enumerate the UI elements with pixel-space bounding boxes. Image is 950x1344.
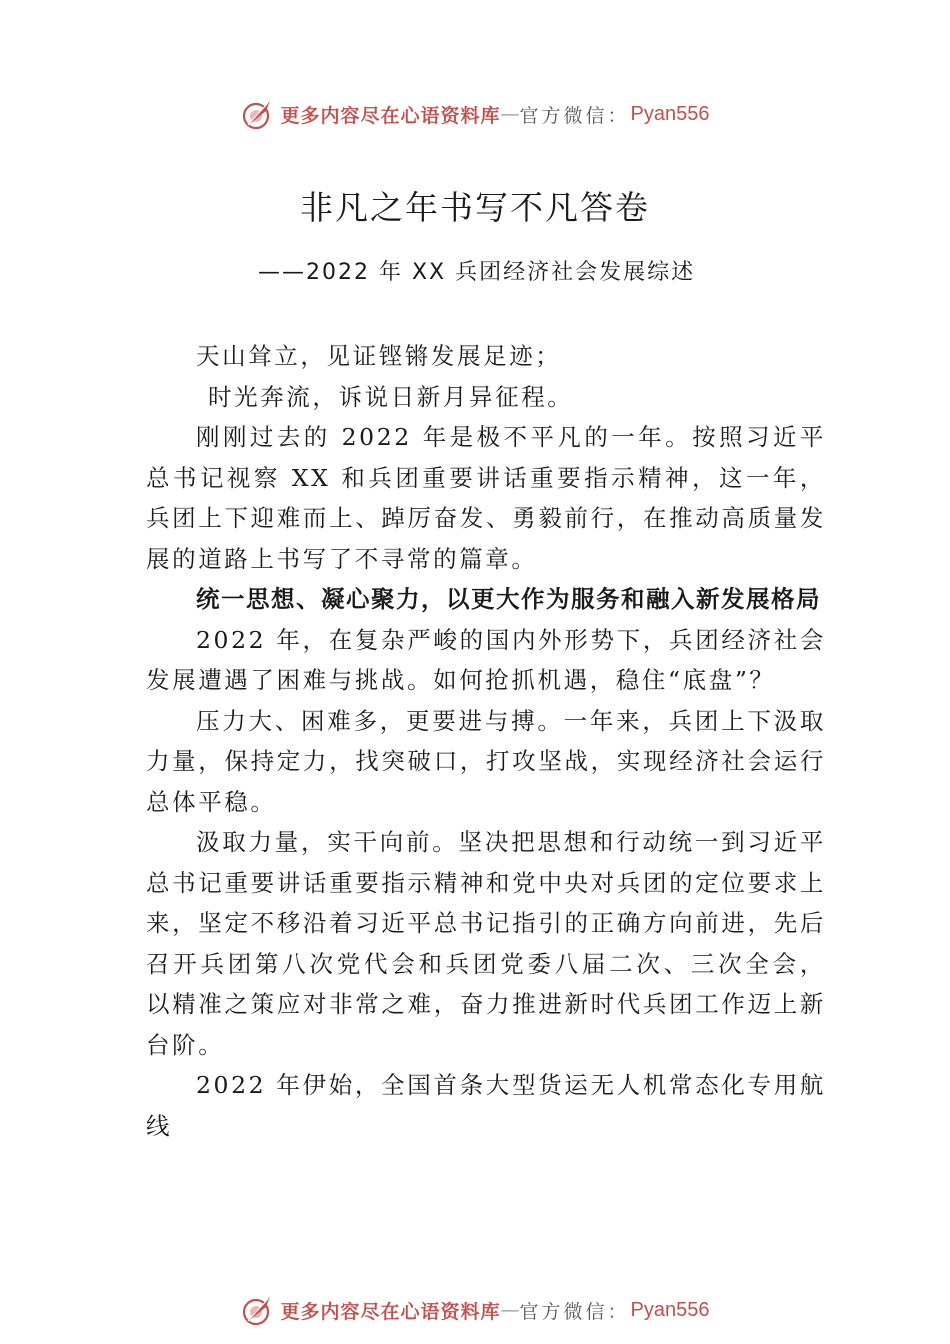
header-banner bbox=[0, 96, 950, 132]
footer-banner bbox=[0, 1292, 950, 1328]
banner-brand: 更多内容尽在心语资料库 bbox=[280, 104, 501, 127]
verse-line-2: 时光奔流，诉说日新月异征程。 bbox=[208, 382, 574, 411]
document-title: 非凡之年书写不凡答卷 bbox=[300, 188, 650, 227]
document-subtitle: ——2022 年 XX 兵团经济社会发展综述 bbox=[258, 260, 696, 285]
quill-logo-icon bbox=[240, 1293, 274, 1327]
section-heading: 统一思想、凝心聚力，以更大作为服务和融入新发展格局 bbox=[196, 585, 821, 613]
banner-colon: ： bbox=[607, 1300, 627, 1323]
banner-wechat-label: 官方微信 bbox=[519, 104, 608, 127]
banner-wechat-handle: Pyan556 bbox=[630, 1298, 710, 1321]
banner-separator: — bbox=[500, 1299, 520, 1321]
paragraph: 2022 年伊始，全国首条大型货运无人机常态化专用航线 bbox=[146, 1071, 826, 1140]
banner-colon: ： bbox=[607, 104, 627, 127]
verse-line-1: 天山耸立，见证铿锵发展足迹； bbox=[196, 342, 562, 370]
paragraph: 汲取力量，实干向前。坚决把思想和行动统一到习近平总书记重要讲话重要指示精神和党中央对兵团的定位要求上来，坚定不移沿着习近平总书记指引的正确方向前进，先后召开兵团第八次党代会和兵团党委八届二次、三次全会， 以精准之策应对非常之难，奋力推进新时代兵团工作迈上新台阶。 bbox=[146, 828, 826, 1059]
banner-brand: 更多内容尽在心语资料库 bbox=[280, 1300, 501, 1323]
banner-wechat-handle: Pyan556 bbox=[630, 102, 710, 125]
paragraph: 压力大、困难多，更要进与搏。一年来，兵团上下汲取力量，保持定力，找突破口，打攻坚战，实现经济社会运行总体平稳。 bbox=[146, 706, 826, 816]
paragraph-intro: 刚刚过去的 2022 年是极不平凡的一年。按照习近平总书记视察 XX 和兵团重要讲话重要指示精神，这一年，兵团上下迎难而上、踔厉奋发、勇毅前行，在推动高质量发展的道路上书写了不寻常的篇章。 bbox=[146, 423, 826, 573]
paragraph: 2022 年，在复杂严峻的国内外形势下，兵团经济社会发展遭遇了困难与挑战。如何抢抓机遇，稳住“底盘”？ bbox=[146, 625, 826, 694]
banner-separator: — bbox=[500, 103, 520, 125]
document-body bbox=[146, 336, 826, 1146]
banner-wechat-label: 官方微信 bbox=[519, 1300, 608, 1323]
quill-logo-icon bbox=[240, 97, 274, 131]
